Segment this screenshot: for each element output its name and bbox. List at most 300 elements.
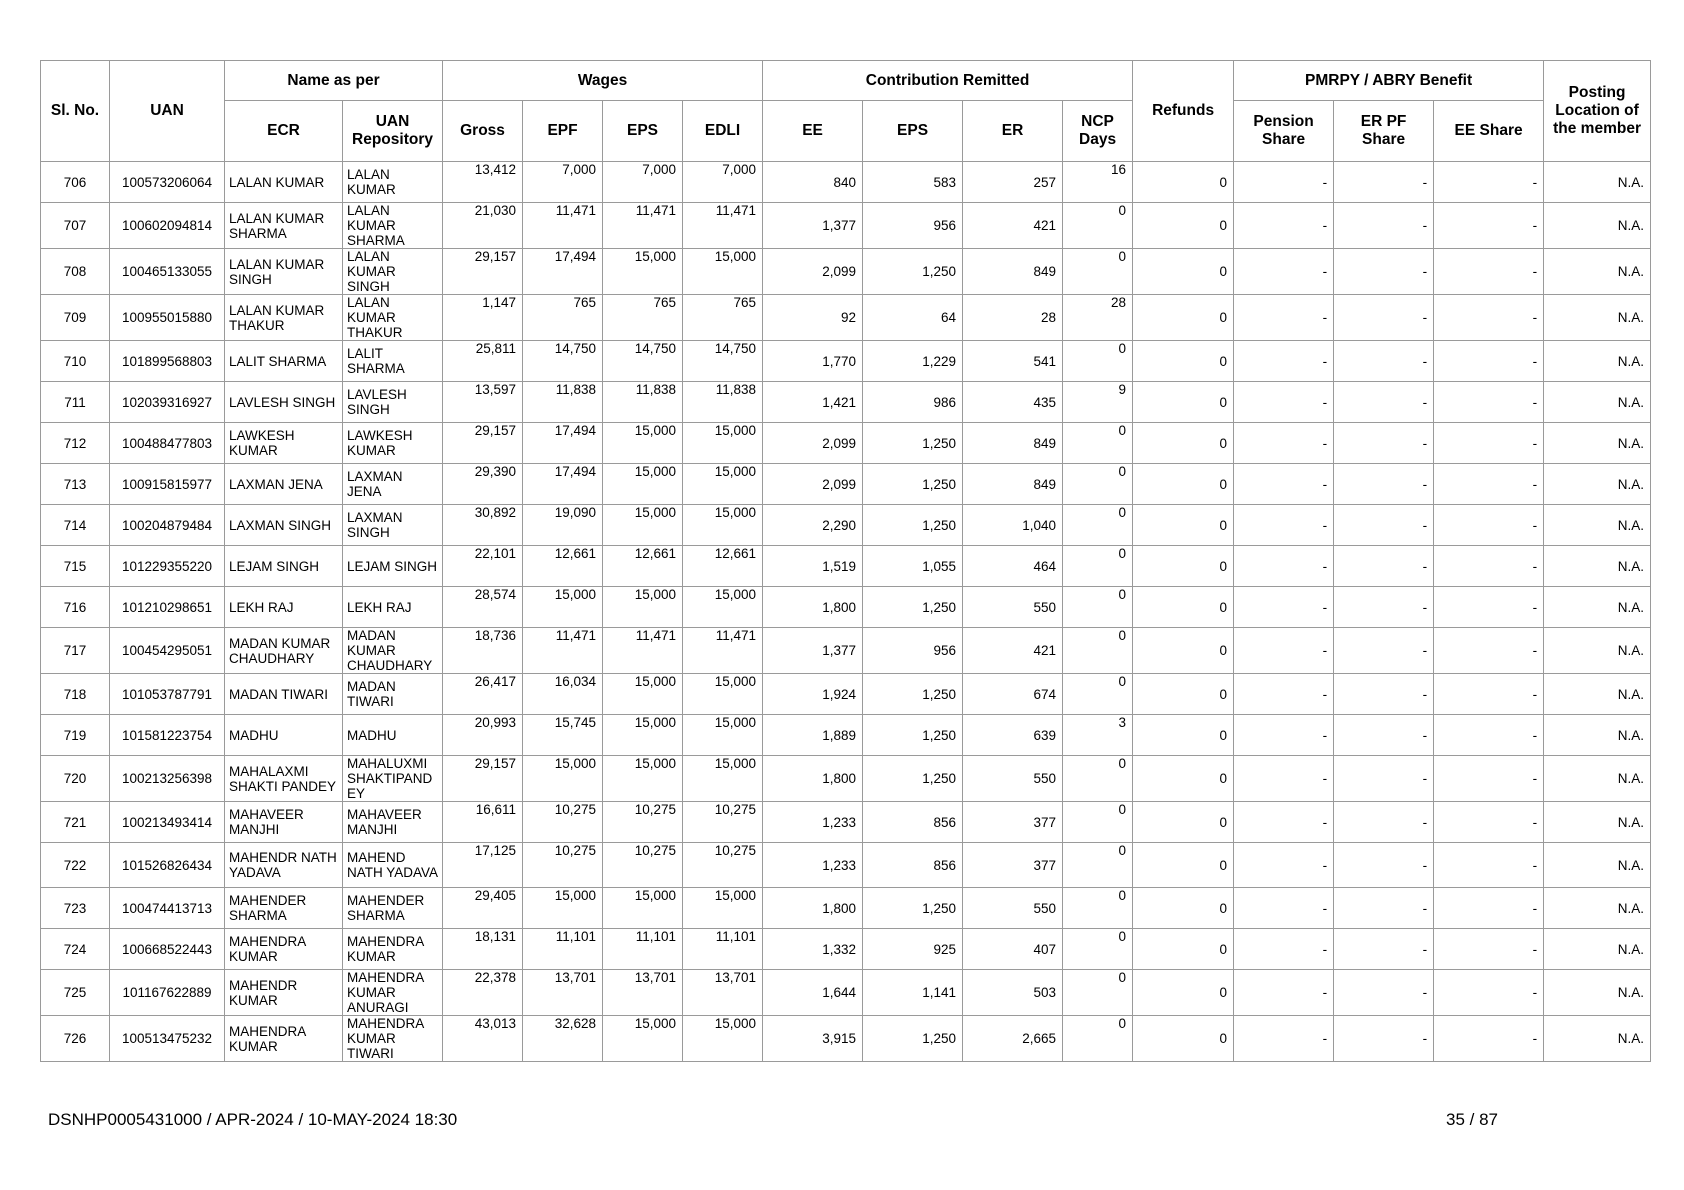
cell-er-pf-share: - xyxy=(1334,505,1434,546)
cell-er: 639 xyxy=(963,715,1063,756)
cell-ecr-name: LALAN KUMAR THAKUR xyxy=(225,295,343,341)
cell-uan-repository-name: LALIT SHARMA xyxy=(343,341,443,382)
cell-sl-no: 722 xyxy=(41,843,110,888)
cell-pension-share: - xyxy=(1234,423,1334,464)
cell-ee: 1,332 xyxy=(763,929,863,970)
cell-gross: 22,101 xyxy=(443,546,523,587)
table-row xyxy=(41,756,1651,802)
cell-ncp-days: 0 xyxy=(1063,464,1133,505)
cell-uan: 100213493414 xyxy=(110,802,225,843)
cell-er-pf-share: - xyxy=(1334,843,1434,888)
cell-uan: 101229355220 xyxy=(110,546,225,587)
cell-epf: 32,628 xyxy=(523,1016,603,1062)
cell-er: 674 xyxy=(963,674,1063,715)
cell-edli: 15,000 xyxy=(683,249,763,295)
cell-gross: 21,030 xyxy=(443,203,523,249)
cell-edli: 13,701 xyxy=(683,970,763,1016)
cell-contrib-eps: 1,250 xyxy=(863,674,963,715)
cell-edli: 10,275 xyxy=(683,843,763,888)
cell-contrib-eps: 1,250 xyxy=(863,423,963,464)
cell-posting-location: N.A. xyxy=(1544,802,1651,843)
cell-sl-no: 719 xyxy=(41,715,110,756)
cell-ee: 1,800 xyxy=(763,587,863,628)
cell-er-pf-share: - xyxy=(1334,423,1434,464)
cell-sl-no: 718 xyxy=(41,674,110,715)
cell-sl-no: 708 xyxy=(41,249,110,295)
cell-epf: 17,494 xyxy=(523,464,603,505)
cell-ee-share: - xyxy=(1434,929,1544,970)
cell-posting-location: N.A. xyxy=(1544,546,1651,587)
col-refunds: Refunds xyxy=(1133,61,1234,162)
cell-sl-no: 706 xyxy=(41,162,110,203)
cell-ee-share: - xyxy=(1434,341,1544,382)
cell-edli: 15,000 xyxy=(683,888,763,929)
cell-eps: 15,000 xyxy=(603,1016,683,1062)
cell-ncp-days: 0 xyxy=(1063,843,1133,888)
cell-ee: 2,099 xyxy=(763,249,863,295)
cell-ecr-name: LALAN KUMAR xyxy=(225,162,343,203)
cell-contrib-eps: 1,250 xyxy=(863,587,963,628)
cell-refunds: 0 xyxy=(1133,674,1234,715)
cell-edli: 15,000 xyxy=(683,715,763,756)
cell-pension-share: - xyxy=(1234,888,1334,929)
cell-epf: 765 xyxy=(523,295,603,341)
cell-uan: 100454295051 xyxy=(110,628,225,674)
cell-ecr-name: MAHENDR KUMAR xyxy=(225,970,343,1016)
cell-ecr-name: LALIT SHARMA xyxy=(225,341,343,382)
cell-er: 550 xyxy=(963,587,1063,628)
cell-ee-share: - xyxy=(1434,715,1544,756)
cell-ncp-days: 0 xyxy=(1063,756,1133,802)
cell-pension-share: - xyxy=(1234,674,1334,715)
cell-sl-no: 711 xyxy=(41,382,110,423)
cell-ecr-name: MAHENDR NATH YADAVA xyxy=(225,843,343,888)
cell-uan-repository-name: MAHENDER SHARMA xyxy=(343,888,443,929)
cell-eps: 11,838 xyxy=(603,382,683,423)
cell-posting-location: N.A. xyxy=(1544,295,1651,341)
cell-posting-location: N.A. xyxy=(1544,628,1651,674)
cell-ee: 92 xyxy=(763,295,863,341)
cell-uan-repository-name: MAHALUXMI SHAKTIPAND EY xyxy=(343,756,443,802)
cell-eps: 15,000 xyxy=(603,674,683,715)
cell-er-pf-share: - xyxy=(1334,162,1434,203)
cell-ecr-name: MAHENDRA KUMAR xyxy=(225,929,343,970)
cell-refunds: 0 xyxy=(1133,505,1234,546)
cell-ee-share: - xyxy=(1434,1016,1544,1062)
col-epf: EPF xyxy=(523,101,603,162)
cell-er-pf-share: - xyxy=(1334,628,1434,674)
cell-eps: 15,000 xyxy=(603,756,683,802)
cell-epf: 12,661 xyxy=(523,546,603,587)
cell-uan: 101581223754 xyxy=(110,715,225,756)
cell-ecr-name: LEJAM SINGH xyxy=(225,546,343,587)
cell-ecr-name: MADAN TIWARI xyxy=(225,674,343,715)
cell-epf: 11,101 xyxy=(523,929,603,970)
cell-er: 849 xyxy=(963,423,1063,464)
cell-refunds: 0 xyxy=(1133,715,1234,756)
cell-er-pf-share: - xyxy=(1334,587,1434,628)
table-body xyxy=(41,162,1651,1062)
cell-er-pf-share: - xyxy=(1334,888,1434,929)
cell-er: 550 xyxy=(963,888,1063,929)
cell-posting-location: N.A. xyxy=(1544,929,1651,970)
cell-epf: 14,750 xyxy=(523,341,603,382)
cell-ee-share: - xyxy=(1434,587,1544,628)
group-contribution-remitted: Contribution Remitted xyxy=(763,61,1133,101)
cell-refunds: 0 xyxy=(1133,756,1234,802)
cell-refunds: 0 xyxy=(1133,162,1234,203)
cell-epf: 11,471 xyxy=(523,628,603,674)
cell-er: 550 xyxy=(963,756,1063,802)
cell-er: 2,665 xyxy=(963,1016,1063,1062)
cell-gross: 29,390 xyxy=(443,464,523,505)
cell-ee: 1,233 xyxy=(763,843,863,888)
cell-ecr-name: LAXMAN JENA xyxy=(225,464,343,505)
cell-uan-repository-name: MAHAVEER MANJHI xyxy=(343,802,443,843)
cell-contrib-eps: 1,250 xyxy=(863,715,963,756)
cell-ecr-name: LAVLESH SINGH xyxy=(225,382,343,423)
cell-edli: 7,000 xyxy=(683,162,763,203)
table-row xyxy=(41,628,1651,674)
cell-er-pf-share: - xyxy=(1334,970,1434,1016)
cell-gross: 29,157 xyxy=(443,756,523,802)
cell-posting-location: N.A. xyxy=(1544,888,1651,929)
ecr-table xyxy=(40,60,1651,1062)
cell-gross: 13,412 xyxy=(443,162,523,203)
cell-uan: 100488477803 xyxy=(110,423,225,464)
cell-ee-share: - xyxy=(1434,295,1544,341)
cell-ee: 1,889 xyxy=(763,715,863,756)
cell-ee: 1,644 xyxy=(763,970,863,1016)
cell-uan-repository-name: LALAN KUMAR SINGH xyxy=(343,249,443,295)
cell-eps: 10,275 xyxy=(603,843,683,888)
cell-er: 541 xyxy=(963,341,1063,382)
cell-gross: 13,597 xyxy=(443,382,523,423)
cell-ncp-days: 0 xyxy=(1063,674,1133,715)
cell-refunds: 0 xyxy=(1133,802,1234,843)
col-posting-location: Posting Location of the member xyxy=(1544,61,1651,162)
cell-sl-no: 710 xyxy=(41,341,110,382)
col-ee-share: EE Share xyxy=(1434,101,1544,162)
cell-refunds: 0 xyxy=(1133,295,1234,341)
cell-uan-repository-name: LALAN KUMAR SHARMA xyxy=(343,203,443,249)
table-row xyxy=(41,203,1651,249)
table-row xyxy=(41,587,1651,628)
cell-ecr-name: MAHENDRA KUMAR xyxy=(225,1016,343,1062)
col-er-pf-share: ER PF Share xyxy=(1334,101,1434,162)
cell-refunds: 0 xyxy=(1133,587,1234,628)
cell-posting-location: N.A. xyxy=(1544,674,1651,715)
cell-gross: 18,736 xyxy=(443,628,523,674)
cell-ee: 1,421 xyxy=(763,382,863,423)
cell-ee: 2,290 xyxy=(763,505,863,546)
cell-pension-share: - xyxy=(1234,464,1334,505)
cell-ee-share: - xyxy=(1434,628,1544,674)
cell-er-pf-share: - xyxy=(1334,341,1434,382)
cell-ee-share: - xyxy=(1434,756,1544,802)
cell-sl-no: 717 xyxy=(41,628,110,674)
cell-epf: 7,000 xyxy=(523,162,603,203)
cell-er-pf-share: - xyxy=(1334,382,1434,423)
group-pmrpy-abry: PMRPY / ABRY Benefit xyxy=(1234,61,1544,101)
cell-ee-share: - xyxy=(1434,970,1544,1016)
cell-contrib-eps: 1,250 xyxy=(863,505,963,546)
cell-uan: 100915815977 xyxy=(110,464,225,505)
cell-contrib-eps: 1,250 xyxy=(863,249,963,295)
cell-pension-share: - xyxy=(1234,382,1334,423)
cell-posting-location: N.A. xyxy=(1544,715,1651,756)
cell-epf: 10,275 xyxy=(523,843,603,888)
cell-ee-share: - xyxy=(1434,423,1544,464)
cell-eps: 15,000 xyxy=(603,423,683,464)
cell-posting-location: N.A. xyxy=(1544,464,1651,505)
cell-refunds: 0 xyxy=(1133,1016,1234,1062)
cell-gross: 30,892 xyxy=(443,505,523,546)
cell-ecr-name: LAWKESH KUMAR xyxy=(225,423,343,464)
col-eps: EPS xyxy=(603,101,683,162)
cell-contrib-eps: 956 xyxy=(863,628,963,674)
cell-gross: 29,157 xyxy=(443,423,523,464)
cell-eps: 7,000 xyxy=(603,162,683,203)
cell-posting-location: N.A. xyxy=(1544,505,1651,546)
cell-ee: 1,800 xyxy=(763,756,863,802)
cell-uan: 100465133055 xyxy=(110,249,225,295)
cell-refunds: 0 xyxy=(1133,341,1234,382)
cell-edli: 15,000 xyxy=(683,587,763,628)
cell-er-pf-share: - xyxy=(1334,203,1434,249)
cell-uan-repository-name: MAHEND NATH YADAVA xyxy=(343,843,443,888)
table-row xyxy=(41,249,1651,295)
cell-gross: 29,157 xyxy=(443,249,523,295)
cell-refunds: 0 xyxy=(1133,929,1234,970)
cell-eps: 11,471 xyxy=(603,203,683,249)
cell-sl-no: 715 xyxy=(41,546,110,587)
cell-posting-location: N.A. xyxy=(1544,382,1651,423)
cell-epf: 19,090 xyxy=(523,505,603,546)
cell-refunds: 0 xyxy=(1133,203,1234,249)
cell-pension-share: - xyxy=(1234,802,1334,843)
cell-pension-share: - xyxy=(1234,162,1334,203)
table-row xyxy=(41,929,1651,970)
cell-posting-location: N.A. xyxy=(1544,587,1651,628)
cell-pension-share: - xyxy=(1234,756,1334,802)
table-row xyxy=(41,295,1651,341)
cell-ncp-days: 0 xyxy=(1063,1016,1133,1062)
cell-eps: 15,000 xyxy=(603,715,683,756)
table-row xyxy=(41,843,1651,888)
cell-pension-share: - xyxy=(1234,929,1334,970)
table-header xyxy=(41,61,1651,162)
cell-edli: 14,750 xyxy=(683,341,763,382)
col-pension-share: Pension Share xyxy=(1234,101,1334,162)
cell-epf: 10,275 xyxy=(523,802,603,843)
cell-sl-no: 724 xyxy=(41,929,110,970)
cell-uan: 102039316927 xyxy=(110,382,225,423)
cell-uan: 100573206064 xyxy=(110,162,225,203)
cell-uan-repository-name: LEKH RAJ xyxy=(343,587,443,628)
cell-gross: 17,125 xyxy=(443,843,523,888)
cell-edli: 11,838 xyxy=(683,382,763,423)
cell-uan: 100955015880 xyxy=(110,295,225,341)
cell-uan: 100474413713 xyxy=(110,888,225,929)
col-er: ER xyxy=(963,101,1063,162)
cell-refunds: 0 xyxy=(1133,249,1234,295)
cell-ee: 1,770 xyxy=(763,341,863,382)
cell-edli: 12,661 xyxy=(683,546,763,587)
cell-refunds: 0 xyxy=(1133,423,1234,464)
cell-er-pf-share: - xyxy=(1334,802,1434,843)
cell-ee: 1,377 xyxy=(763,203,863,249)
cell-ecr-name: MADAN KUMAR CHAUDHARY xyxy=(225,628,343,674)
cell-er-pf-share: - xyxy=(1334,295,1434,341)
cell-ncp-days: 0 xyxy=(1063,546,1133,587)
cell-pension-share: - xyxy=(1234,505,1334,546)
cell-uan-repository-name: MADAN TIWARI xyxy=(343,674,443,715)
cell-eps: 14,750 xyxy=(603,341,683,382)
cell-sl-no: 716 xyxy=(41,587,110,628)
cell-ee: 1,377 xyxy=(763,628,863,674)
cell-gross: 28,574 xyxy=(443,587,523,628)
cell-ee-share: - xyxy=(1434,203,1544,249)
cell-posting-location: N.A. xyxy=(1544,423,1651,464)
cell-epf: 15,000 xyxy=(523,756,603,802)
document-reference: DSNHP0005431000 / APR-2024 / 10-MAY-2024 18:30 xyxy=(48,1110,458,1129)
cell-uan: 100602094814 xyxy=(110,203,225,249)
cell-edli: 10,275 xyxy=(683,802,763,843)
cell-ncp-days: 0 xyxy=(1063,423,1133,464)
cell-uan-repository-name: LALAN KUMAR THAKUR xyxy=(343,295,443,341)
cell-er: 407 xyxy=(963,929,1063,970)
cell-contrib-eps: 856 xyxy=(863,843,963,888)
cell-epf: 11,471 xyxy=(523,203,603,249)
cell-er-pf-share: - xyxy=(1334,249,1434,295)
table-row xyxy=(41,1016,1651,1062)
cell-uan: 100213256398 xyxy=(110,756,225,802)
cell-sl-no: 712 xyxy=(41,423,110,464)
cell-edli: 11,471 xyxy=(683,628,763,674)
cell-eps: 15,000 xyxy=(603,888,683,929)
cell-refunds: 0 xyxy=(1133,464,1234,505)
cell-epf: 16,034 xyxy=(523,674,603,715)
cell-posting-location: N.A. xyxy=(1544,970,1651,1016)
cell-uan-repository-name: MADAN KUMAR CHAUDHARY xyxy=(343,628,443,674)
cell-posting-location: N.A. xyxy=(1544,756,1651,802)
cell-ncp-days: 0 xyxy=(1063,929,1133,970)
cell-eps: 15,000 xyxy=(603,587,683,628)
cell-ee-share: - xyxy=(1434,546,1544,587)
cell-sl-no: 725 xyxy=(41,970,110,1016)
cell-contrib-eps: 64 xyxy=(863,295,963,341)
cell-ncp-days: 9 xyxy=(1063,382,1133,423)
cell-er: 28 xyxy=(963,295,1063,341)
cell-pension-share: - xyxy=(1234,970,1334,1016)
cell-ncp-days: 0 xyxy=(1063,970,1133,1016)
cell-posting-location: N.A. xyxy=(1544,1016,1651,1062)
cell-refunds: 0 xyxy=(1133,628,1234,674)
cell-uan: 100668522443 xyxy=(110,929,225,970)
cell-ecr-name: LALAN KUMAR SHARMA xyxy=(225,203,343,249)
cell-contrib-eps: 1,250 xyxy=(863,888,963,929)
table-row xyxy=(41,162,1651,203)
table-row xyxy=(41,464,1651,505)
cell-refunds: 0 xyxy=(1133,843,1234,888)
cell-pension-share: - xyxy=(1234,295,1334,341)
cell-ecr-name: MAHENDER SHARMA xyxy=(225,888,343,929)
cell-ee-share: - xyxy=(1434,382,1544,423)
cell-pension-share: - xyxy=(1234,249,1334,295)
cell-ee: 1,924 xyxy=(763,674,863,715)
cell-epf: 17,494 xyxy=(523,249,603,295)
cell-contrib-eps: 1,250 xyxy=(863,1016,963,1062)
cell-ecr-name: LEKH RAJ xyxy=(225,587,343,628)
cell-er-pf-share: - xyxy=(1334,464,1434,505)
cell-contrib-eps: 1,055 xyxy=(863,546,963,587)
cell-posting-location: N.A. xyxy=(1544,203,1651,249)
cell-uan: 101167622889 xyxy=(110,970,225,1016)
cell-er-pf-share: - xyxy=(1334,546,1434,587)
table-row xyxy=(41,546,1651,587)
cell-posting-location: N.A. xyxy=(1544,249,1651,295)
table-row xyxy=(41,382,1651,423)
cell-ee: 1,233 xyxy=(763,802,863,843)
cell-ee-share: - xyxy=(1434,505,1544,546)
group-name-as-per: Name as per xyxy=(225,61,443,101)
cell-sl-no: 709 xyxy=(41,295,110,341)
cell-edli: 15,000 xyxy=(683,423,763,464)
cell-ncp-days: 3 xyxy=(1063,715,1133,756)
cell-refunds: 0 xyxy=(1133,382,1234,423)
cell-er: 421 xyxy=(963,628,1063,674)
cell-eps: 10,275 xyxy=(603,802,683,843)
cell-ncp-days: 28 xyxy=(1063,295,1133,341)
cell-eps: 15,000 xyxy=(603,464,683,505)
cell-er: 503 xyxy=(963,970,1063,1016)
cell-sl-no: 721 xyxy=(41,802,110,843)
cell-eps: 12,661 xyxy=(603,546,683,587)
cell-uan: 100513475232 xyxy=(110,1016,225,1062)
cell-edli: 15,000 xyxy=(683,464,763,505)
cell-sl-no: 707 xyxy=(41,203,110,249)
group-wages: Wages xyxy=(443,61,763,101)
cell-epf: 15,745 xyxy=(523,715,603,756)
cell-edli: 15,000 xyxy=(683,505,763,546)
cell-pension-share: - xyxy=(1234,1016,1334,1062)
cell-pension-share: - xyxy=(1234,587,1334,628)
cell-refunds: 0 xyxy=(1133,888,1234,929)
cell-eps: 15,000 xyxy=(603,249,683,295)
cell-contrib-eps: 925 xyxy=(863,929,963,970)
cell-ee: 2,099 xyxy=(763,464,863,505)
cell-epf: 15,000 xyxy=(523,587,603,628)
cell-er-pf-share: - xyxy=(1334,1016,1434,1062)
cell-contrib-eps: 583 xyxy=(863,162,963,203)
cell-uan: 101526826434 xyxy=(110,843,225,888)
cell-ee: 2,099 xyxy=(763,423,863,464)
table-row xyxy=(41,505,1651,546)
cell-eps: 11,471 xyxy=(603,628,683,674)
cell-ee-share: - xyxy=(1434,888,1544,929)
cell-eps: 13,701 xyxy=(603,970,683,1016)
cell-ee-share: - xyxy=(1434,843,1544,888)
cell-posting-location: N.A. xyxy=(1544,843,1651,888)
cell-ecr-name: MAHAVEER MANJHI xyxy=(225,802,343,843)
cell-gross: 25,811 xyxy=(443,341,523,382)
cell-uan-repository-name: LAVLESH SINGH xyxy=(343,382,443,423)
cell-ee-share: - xyxy=(1434,464,1544,505)
cell-ee: 1,519 xyxy=(763,546,863,587)
cell-uan-repository-name: MAHENDRA KUMAR TIWARI xyxy=(343,1016,443,1062)
cell-ecr-name: MAHALAXMI SHAKTI PANDEY xyxy=(225,756,343,802)
